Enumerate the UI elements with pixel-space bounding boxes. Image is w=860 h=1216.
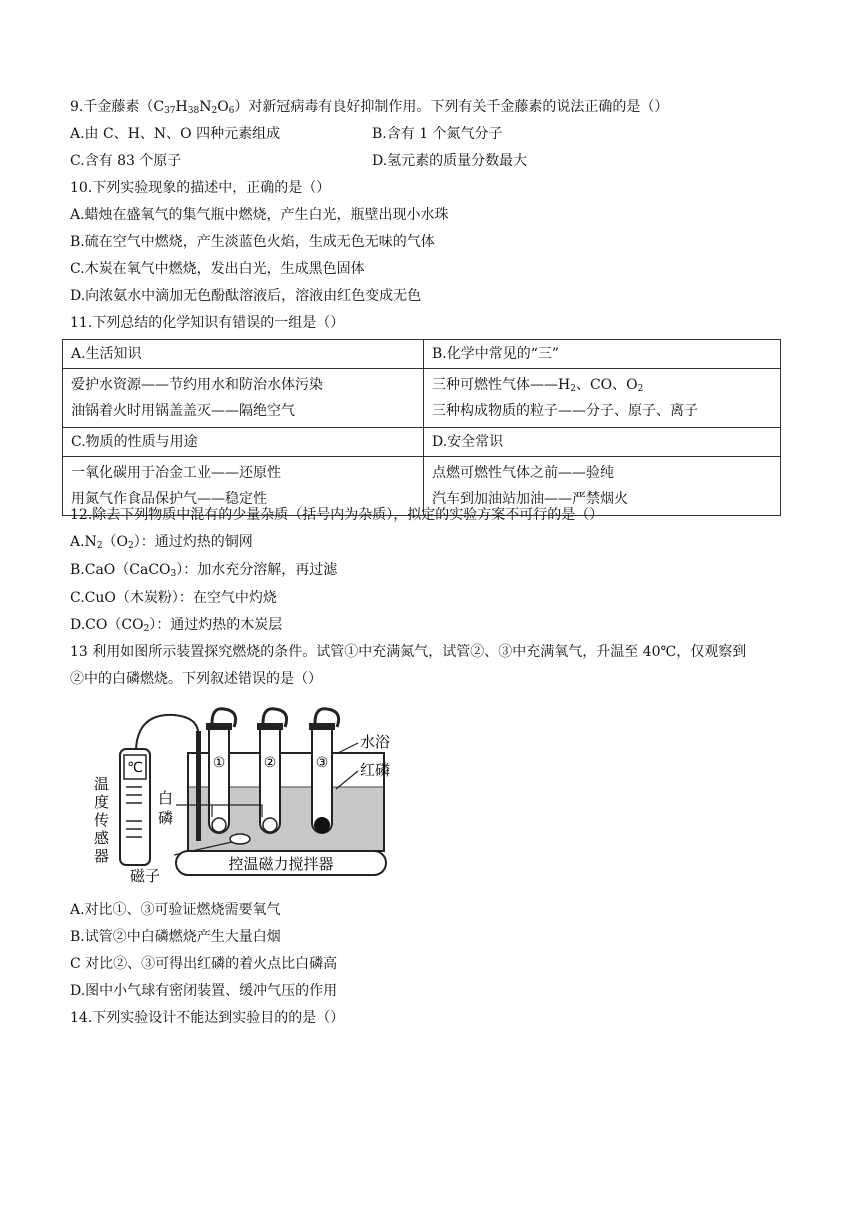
q10-option-d: D.向浓氨水中滴加无色酚酞溶液后，溶液由红色变成无色 (70, 288, 422, 304)
q11-cell-b-head: B.化学中常见的“三” (424, 340, 781, 369)
q13-option-d: D.图中小气球有密闭装置、缓冲气压的作用 (70, 983, 338, 999)
q10-option-b: B.硫在空气中燃烧，产生淡蓝色火焰，生成无色无味的气体 (70, 234, 435, 250)
white-phosphorus-1 (212, 818, 226, 832)
white-phosphorus-label-char: 磷 (158, 809, 174, 827)
white-phosphorus-label-char: 白 (158, 789, 174, 807)
q11-b-line2: 三种构成物质的粒子——分子、原子、离子 (432, 403, 698, 419)
water-bath-label: 水浴 (360, 733, 391, 751)
q14-stem: 14.下列实验设计不能达到实验目的的是（） (70, 1010, 345, 1026)
q13-option-a: A.对比①、③可验证燃烧需要氧气 (70, 902, 281, 918)
sensor-label-char: 器 (94, 847, 110, 865)
q11-stem: 11.下列总结的化学知识有错误的一组是（） (70, 315, 345, 331)
q12-option-b: B.CaO（CaCO$_3$）：加水充分溶解，再过滤 (70, 562, 338, 579)
q11-c-line1: 一氧化碳用于冶金工业——还原性 (71, 465, 281, 481)
temperature-probe (196, 731, 201, 841)
tube-label-3: ③ (315, 755, 329, 771)
q13-option-c: C 对比②、③可得出红磷的着火点比白磷高 (70, 956, 338, 972)
q10-option-c: C.木炭在氧气中燃烧，发出白光，生成黑色固体 (70, 261, 365, 277)
q10-stem: 10.下列实验现象的描述中，正确的是（） (70, 180, 331, 196)
q11-cell-a-head: A.生活知识 (63, 340, 424, 369)
stirrer-label: 控温磁力搅拌器 (228, 855, 334, 873)
q13-option-b: B.试管②中白磷燃烧产生大量白烟 (70, 929, 281, 945)
q9-option-a: A.由 C、H、N、O 四种元素组成 (70, 126, 281, 142)
q11-cell-a-body (63, 369, 424, 428)
sensor-label-char: 传 (94, 811, 110, 829)
q11-d-line1: 点燃可燃性气体之前——验纯 (432, 465, 614, 481)
q11-a-line1: 爱护水资源——节约用水和防治水体污染 (71, 377, 323, 393)
sensor-cable (136, 715, 198, 749)
q13-stem-line2: ②中的白磷燃烧。下列叙述错误的是（） (70, 671, 322, 687)
sensor-display-unit: ℃ (127, 760, 143, 776)
q11-b-line1: 三种可燃性气体$——H_2$、CO、$O_2$ (432, 377, 644, 394)
white-phosphorus-2 (263, 818, 277, 832)
q13-stem-line1: 13 利用如图所示装置探究燃烧的条件。试管①中充满氮气，试管②、③中充满氧气，升温至 40℃，仅观察到 (70, 644, 747, 660)
q10-option-a: A.蜡烛在盛氧气的集气瓶中燃烧，产生白光，瓶壁出现小水珠 (70, 207, 449, 223)
q12-option-c: C.CuO（木炭粉）：在空气中灼烧 (70, 590, 277, 606)
q11-cell-c-head: C.物质的性质与用途 (63, 428, 424, 457)
q11-d-line2: 汽车到加油站加油——严禁烟火 (432, 491, 628, 507)
sensor-label-char: 温 (94, 775, 110, 793)
q12-option-a: $A.N_2(O_2)$：通过灼热的铜网 (70, 534, 253, 551)
tube-label-1: ① (212, 755, 226, 771)
magnetic-stir-bar (230, 834, 250, 844)
red-phosphorus-label: 红磷 (360, 761, 391, 779)
q12-option-d: $D.CO(CO_2)$：通过灼热的木炭层 (70, 617, 283, 634)
q11-c-line2: 用氮气作食品保护气——稳定性 (71, 491, 267, 507)
q9-option-d: D.氢元素的质量分数最大 (372, 153, 528, 169)
red-phosphorus (314, 817, 330, 833)
q9-stem: 9.千金藤素$(C_{37}H_{38}N_2O_6)$对新冠病毒有良好抑制作用。下列有关千金藤素的说法正确的是（） (70, 99, 669, 116)
q9-option-b: B.含有 1 个氮气分子 (372, 126, 503, 142)
q11-cell-b-body (424, 369, 781, 428)
combustion-apparatus-figure (84, 705, 400, 885)
q12-stem: 12.除去下列物质中混有的少量杂质（括号内为杂质），拟定的实验方案不可行的是（） (70, 507, 604, 523)
q11-a-line2: 油锅着火时用锅盖盖灭——隔绝空气 (71, 403, 295, 419)
tube-label-2: ② (263, 755, 277, 771)
magnet-label: 磁子 (130, 867, 161, 885)
sensor-label-char: 度 (94, 793, 110, 811)
q11-knowledge-table (62, 339, 781, 516)
q9-option-c: C.含有 83 个原子 (70, 153, 182, 169)
sensor-label-char: 感 (94, 829, 110, 847)
q11-cell-d-head: D.安全常识 (424, 428, 781, 457)
